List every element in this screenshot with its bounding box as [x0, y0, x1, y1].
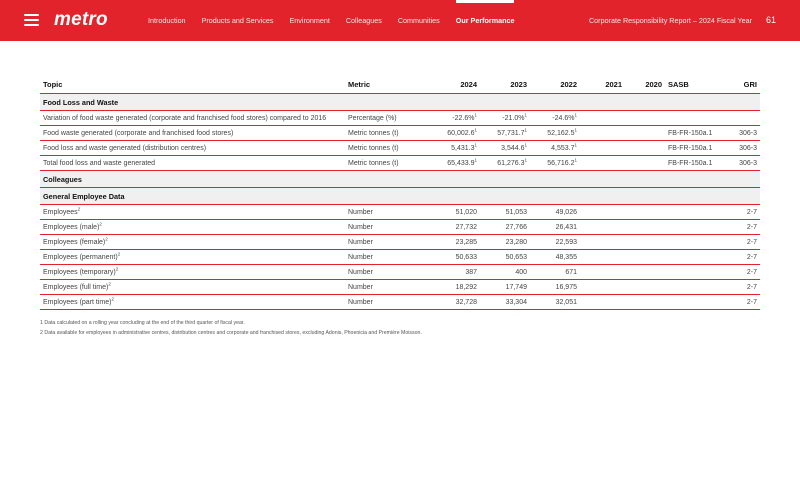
- col-sasb: SASB: [665, 77, 720, 94]
- cell-value: 50,633: [455, 253, 477, 261]
- cell-v2020: [625, 141, 665, 156]
- footnote-1: 1 Data calculated on a rolling year concluding at the end of the third quarter of fiscal year.: [40, 320, 245, 326]
- cell-sasb: [665, 111, 720, 126]
- cell-value: 16,975: [555, 283, 577, 291]
- cell-topic: [40, 156, 345, 171]
- hamburger-menu-icon[interactable]: [24, 14, 39, 26]
- cell-value: 400: [515, 268, 527, 276]
- cell-sasb: [665, 250, 720, 265]
- col-2024: 2024: [430, 77, 480, 94]
- cell-topic: [40, 141, 345, 156]
- cell-v2023: [480, 235, 530, 250]
- table-row: [40, 265, 760, 280]
- footnote-ref: 1: [474, 127, 477, 133]
- footnote-ref: 1: [524, 142, 527, 148]
- cell-value: Number: [348, 283, 373, 291]
- cell-metric: [345, 295, 430, 310]
- table-body: [40, 94, 760, 310]
- cell-v2021: [580, 250, 625, 265]
- cell-value: Number: [348, 253, 373, 261]
- cell-value: Number: [348, 298, 373, 306]
- report-title: Corporate Responsibility Report – 2024 Fiscal Year: [588, 16, 752, 25]
- cell-value: -22.6%: [452, 114, 475, 122]
- footnote-ref: 1: [524, 127, 527, 133]
- cell-gri: [720, 250, 760, 265]
- cell-value: 18,292: [455, 283, 477, 291]
- footnote-ref: 2: [77, 206, 81, 212]
- cell-gri: [720, 156, 760, 171]
- cell-v2024: [430, 295, 480, 310]
- cell-v2021: [580, 280, 625, 295]
- cell-value: 306-3: [739, 144, 757, 152]
- cell-v2022: [530, 111, 580, 126]
- cell-value: 4,553.7: [551, 144, 575, 152]
- cell-value: Total food loss and waste generated: [43, 159, 156, 167]
- cell-v2023: [480, 265, 530, 280]
- cell-value: 2-7: [746, 283, 757, 291]
- cell-topic: [40, 235, 345, 250]
- cell-value: 50,653: [505, 253, 527, 261]
- cell-v2022: [530, 280, 580, 295]
- cell-value: FB-FR-150a.1: [668, 129, 713, 137]
- section-label: Colleagues: [40, 171, 760, 188]
- cell-sasb: [665, 156, 720, 171]
- col-2020: 2020: [625, 77, 665, 94]
- cell-value: Number: [348, 208, 373, 216]
- cell-topic: [40, 280, 345, 295]
- footnotes: [40, 318, 422, 338]
- cell-sasb: [665, 295, 720, 310]
- cell-value: Food loss and waste generated (distribution centres): [43, 144, 207, 152]
- footnote-ref: 2: [117, 251, 121, 257]
- cell-v2022: [530, 141, 580, 156]
- footnote-ref: 2: [115, 266, 119, 272]
- section-label: General Employee Data: [40, 188, 760, 205]
- col-2021: 2021: [580, 77, 625, 94]
- top-bar: [0, 0, 800, 41]
- cell-v2024: [430, 220, 480, 235]
- footnote-ref: 1: [574, 142, 577, 148]
- col-2022: 2022: [530, 77, 580, 94]
- cell-topic: [40, 295, 345, 310]
- cell-value: 23,285: [455, 238, 477, 246]
- cell-value: 671: [565, 268, 577, 276]
- cell-value: Employees (male): [43, 223, 100, 231]
- table-row: [40, 220, 760, 235]
- footnote-ref: 2: [111, 296, 114, 302]
- footnote-ref: 2: [105, 236, 108, 242]
- cell-v2022: [530, 250, 580, 265]
- footnote-ref: 1: [524, 112, 527, 118]
- cell-sasb: [665, 235, 720, 250]
- cell-value: 57,731.7: [497, 129, 525, 137]
- cell-v2021: [580, 295, 625, 310]
- cell-v2020: [625, 265, 665, 280]
- cell-value: Employees (temporary): [43, 268, 116, 276]
- cell-v2022: [530, 156, 580, 171]
- cell-v2023: [480, 156, 530, 171]
- cell-topic: [40, 220, 345, 235]
- cell-metric: [345, 250, 430, 265]
- cell-v2022: [530, 205, 580, 220]
- cell-value: 23,280: [505, 238, 527, 246]
- cell-value: 2-7: [746, 208, 757, 216]
- cell-gri: [720, 280, 760, 295]
- cell-value: 306-3: [739, 129, 757, 137]
- cell-value: -21.0%: [502, 114, 525, 122]
- table-row: [40, 235, 760, 250]
- table-header-row: [40, 77, 760, 94]
- table-row: [40, 156, 760, 171]
- table-row: [40, 295, 760, 310]
- footnote-ref: 1: [474, 112, 477, 118]
- section-food-loss: [40, 94, 760, 111]
- cell-value: -24.6%: [552, 114, 575, 122]
- cell-value: 61,276.3: [497, 159, 525, 167]
- cell-value: Number: [348, 238, 373, 246]
- cell-v2021: [580, 205, 625, 220]
- section-colleagues: [40, 171, 760, 188]
- cell-value: Variation of food waste generated (corporate and franchised food stores) compared to 2016: [43, 114, 327, 122]
- cell-v2024: [430, 265, 480, 280]
- cell-value: Number: [348, 268, 373, 276]
- cell-v2021: [580, 220, 625, 235]
- cell-v2024: [430, 156, 480, 171]
- cell-value: 2-7: [746, 238, 757, 246]
- cell-value: 51,020: [455, 208, 477, 216]
- cell-metric: [345, 235, 430, 250]
- cell-value: 48,355: [555, 253, 577, 261]
- cell-metric: [345, 220, 430, 235]
- cell-v2023: [480, 126, 530, 141]
- cell-v2023: [480, 250, 530, 265]
- cell-gri: [720, 111, 760, 126]
- cell-v2020: [625, 111, 665, 126]
- cell-v2021: [580, 111, 625, 126]
- cell-v2021: [580, 156, 625, 171]
- cell-value: 2-7: [746, 298, 757, 306]
- cell-sasb: [665, 220, 720, 235]
- cell-value: Employees: [43, 208, 78, 216]
- cell-value: 32,728: [455, 298, 477, 306]
- cell-v2020: [625, 205, 665, 220]
- cell-value: 33,304: [505, 298, 527, 306]
- cell-v2020: [625, 235, 665, 250]
- cell-value: Employees (part time): [43, 298, 112, 306]
- col-topic: Topic: [40, 77, 345, 94]
- cell-topic: [40, 205, 345, 220]
- cell-v2024: [430, 235, 480, 250]
- cell-metric: [345, 111, 430, 126]
- cell-gri: [720, 265, 760, 280]
- nav-colleagues[interactable]: Colleagues: [345, 16, 382, 25]
- cell-v2022: [530, 126, 580, 141]
- cell-value: 5,431.3: [451, 144, 475, 152]
- cell-value: 51,053: [505, 208, 527, 216]
- cell-gri: [720, 295, 760, 310]
- cell-v2022: [530, 265, 580, 280]
- cell-gri: [720, 220, 760, 235]
- nav-communities[interactable]: Communities: [397, 16, 440, 25]
- cell-sasb: [665, 141, 720, 156]
- cell-v2021: [580, 235, 625, 250]
- performance-table: [40, 77, 760, 310]
- cell-value: 17,749: [505, 283, 527, 291]
- table-row: [40, 280, 760, 295]
- nav-products-services[interactable]: Products and Services: [201, 16, 274, 25]
- cell-value: Food waste generated (corporate and franchised food stores): [43, 129, 234, 137]
- cell-sasb: [665, 205, 720, 220]
- cell-v2024: [430, 250, 480, 265]
- cell-topic: [40, 265, 345, 280]
- cell-v2020: [625, 295, 665, 310]
- table-row: [40, 111, 760, 126]
- cell-value: Metric tonnes (t): [348, 159, 399, 167]
- cell-sasb: [665, 265, 720, 280]
- nav-environment[interactable]: Environment: [289, 16, 330, 25]
- cell-gri: [720, 141, 760, 156]
- nav-introduction[interactable]: Introduction: [148, 16, 186, 25]
- footnote-ref: 1: [474, 142, 477, 148]
- cell-metric: [345, 265, 430, 280]
- cell-metric: [345, 205, 430, 220]
- cell-gri: [720, 235, 760, 250]
- cell-metric: [345, 126, 430, 141]
- nav-our-performance[interactable]: Our Performance: [456, 0, 515, 41]
- cell-v2023: [480, 220, 530, 235]
- cell-v2020: [625, 220, 665, 235]
- cell-v2022: [530, 295, 580, 310]
- cell-v2021: [580, 141, 625, 156]
- cell-value: 26,431: [555, 223, 577, 231]
- cell-v2023: [480, 295, 530, 310]
- table-row: [40, 126, 760, 141]
- cell-value: 2-7: [746, 223, 757, 231]
- footnote-ref: 1: [574, 157, 577, 163]
- cell-v2023: [480, 141, 530, 156]
- footnote-ref: 2: [99, 221, 102, 227]
- footnote-2: 2 Data available for employees in administrative centres, distribution centres and corporate and franchised stores, excluding Adonis, Phoenicia and Première Moisson.: [40, 330, 422, 336]
- main-nav: [148, 0, 530, 41]
- cell-gri: [720, 205, 760, 220]
- table-row: [40, 250, 760, 265]
- cell-value: 49,026: [555, 208, 577, 216]
- cell-value: Metric tonnes (t): [348, 129, 399, 137]
- cell-sasb: [665, 280, 720, 295]
- cell-value: 387: [465, 268, 477, 276]
- cell-value: 65,433.9: [447, 159, 475, 167]
- cell-value: FB-FR-150a.1: [668, 144, 713, 152]
- cell-v2020: [625, 156, 665, 171]
- cell-v2023: [480, 205, 530, 220]
- cell-value: 2-7: [746, 253, 757, 261]
- cell-topic: [40, 111, 345, 126]
- cell-v2024: [430, 205, 480, 220]
- cell-value: 60,002.6: [447, 129, 475, 137]
- cell-value: Metric tonnes (t): [348, 144, 399, 152]
- cell-value: 2-7: [746, 268, 757, 276]
- cell-v2023: [480, 280, 530, 295]
- cell-topic: [40, 126, 345, 141]
- cell-gri: [720, 126, 760, 141]
- cell-value: Employees (permanent): [43, 253, 118, 261]
- cell-v2020: [625, 126, 665, 141]
- footnote-ref: 1: [474, 157, 477, 163]
- cell-value: 27,766: [505, 223, 527, 231]
- cell-value: Number: [348, 223, 373, 231]
- cell-value: 306-3: [739, 159, 757, 167]
- cell-v2024: [430, 141, 480, 156]
- table-row: [40, 141, 760, 156]
- metro-logo[interactable]: metro: [54, 9, 108, 30]
- cell-v2022: [530, 235, 580, 250]
- cell-value: 56,716.2: [547, 159, 575, 167]
- cell-value: 27,732: [455, 223, 477, 231]
- footnote-ref: 1: [574, 112, 577, 118]
- cell-v2020: [625, 280, 665, 295]
- cell-sasb: [665, 126, 720, 141]
- cell-metric: [345, 141, 430, 156]
- cell-topic: [40, 250, 345, 265]
- section-general-employee-data: [40, 188, 760, 205]
- cell-value: 3,544.6: [501, 144, 525, 152]
- cell-v2021: [580, 126, 625, 141]
- cell-v2024: [430, 126, 480, 141]
- cell-value: FB-FR-150a.1: [668, 159, 713, 167]
- cell-value: Employees (full time): [43, 283, 109, 291]
- cell-value: 32,051: [555, 298, 577, 306]
- footnote-ref: 2: [108, 281, 111, 287]
- cell-value: 52,162.5: [547, 129, 575, 137]
- col-gri: GRI: [720, 77, 760, 94]
- cell-v2024: [430, 280, 480, 295]
- table-row: [40, 205, 760, 220]
- cell-value: Percentage (%): [348, 114, 397, 122]
- col-2023: 2023: [480, 77, 530, 94]
- cell-v2020: [625, 250, 665, 265]
- cell-metric: [345, 280, 430, 295]
- cell-value: Employees (female): [43, 238, 106, 246]
- footnote-ref: 1: [524, 157, 527, 163]
- page-number: 61: [765, 15, 776, 25]
- section-label: Food Loss and Waste: [40, 94, 760, 111]
- cell-v2021: [580, 265, 625, 280]
- cell-v2022: [530, 220, 580, 235]
- footnote-ref: 1: [574, 127, 577, 133]
- col-metric: Metric: [345, 77, 430, 94]
- cell-value: 22,593: [555, 238, 577, 246]
- cell-metric: [345, 156, 430, 171]
- cell-v2024: [430, 111, 480, 126]
- cell-v2023: [480, 111, 530, 126]
